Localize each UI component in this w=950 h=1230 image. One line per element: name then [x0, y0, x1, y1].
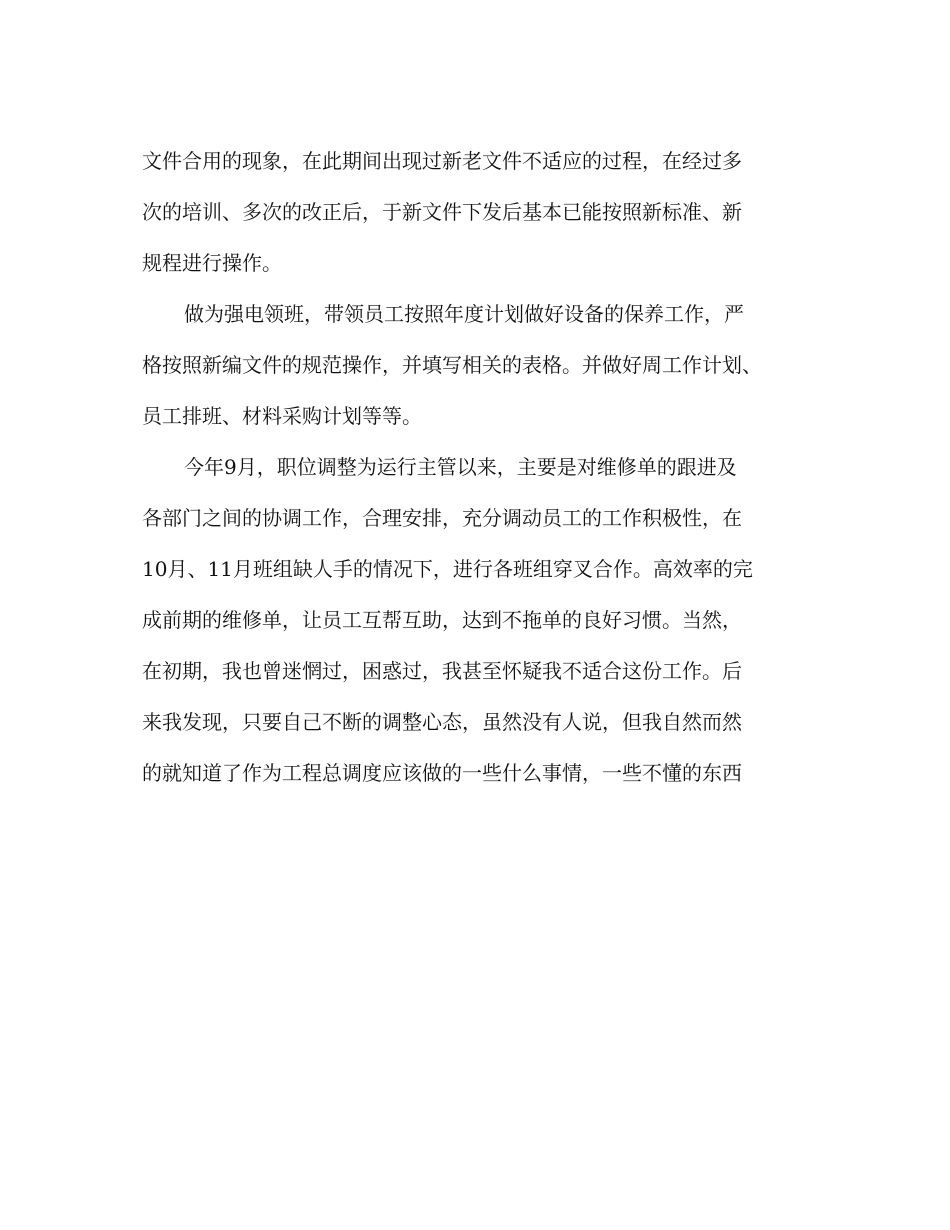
- paragraph-first-line: 做为强电领班，带领员工按照年度计划做好设备的保养工作，严: [184, 302, 744, 326]
- text-line: 成前期的维修单，让员工互帮互助，达到不拖单的良好习惯。当然，: [142, 608, 742, 632]
- text-line: 格按照新编文件的规范操作，并填写相关的表格。并做好周工作计划、: [142, 353, 762, 377]
- text-line: 次的培训、多次的改正后，于新文件下发后基本已能按照新标准、新: [142, 200, 742, 224]
- document-body: [142, 140, 802, 803]
- text-line: 各部门之间的协调工作，合理安排，充分调动员工的工作积极性，在: [142, 506, 742, 530]
- text-line: 10月、11月班组缺人手的情况下，进行各班组穿叉合作。高效率的完: [142, 557, 753, 581]
- text-line: 员工排班、材料采购计划等等。: [142, 404, 422, 428]
- text-line: 规程进行操作。: [142, 251, 282, 275]
- text-line: 文件合用的现象，在此期间出现过新老文件不适应的过程，在经过多: [142, 149, 742, 173]
- paragraph-first-line: 今年9月，职位调整为运行主管以来，主要是对维修单的跟进及: [184, 455, 737, 479]
- text-line: 来我发现，只要自己不断的调整心态，虽然没有人说，但我自然而然: [142, 710, 742, 734]
- text-line: 的就知道了作为工程总调度应该做的一些什么事情，一些不懂的东西: [142, 761, 742, 785]
- text-line: 在初期，我也曾迷惘过，困惑过，我甚至怀疑我不适合这份工作。后: [142, 659, 742, 683]
